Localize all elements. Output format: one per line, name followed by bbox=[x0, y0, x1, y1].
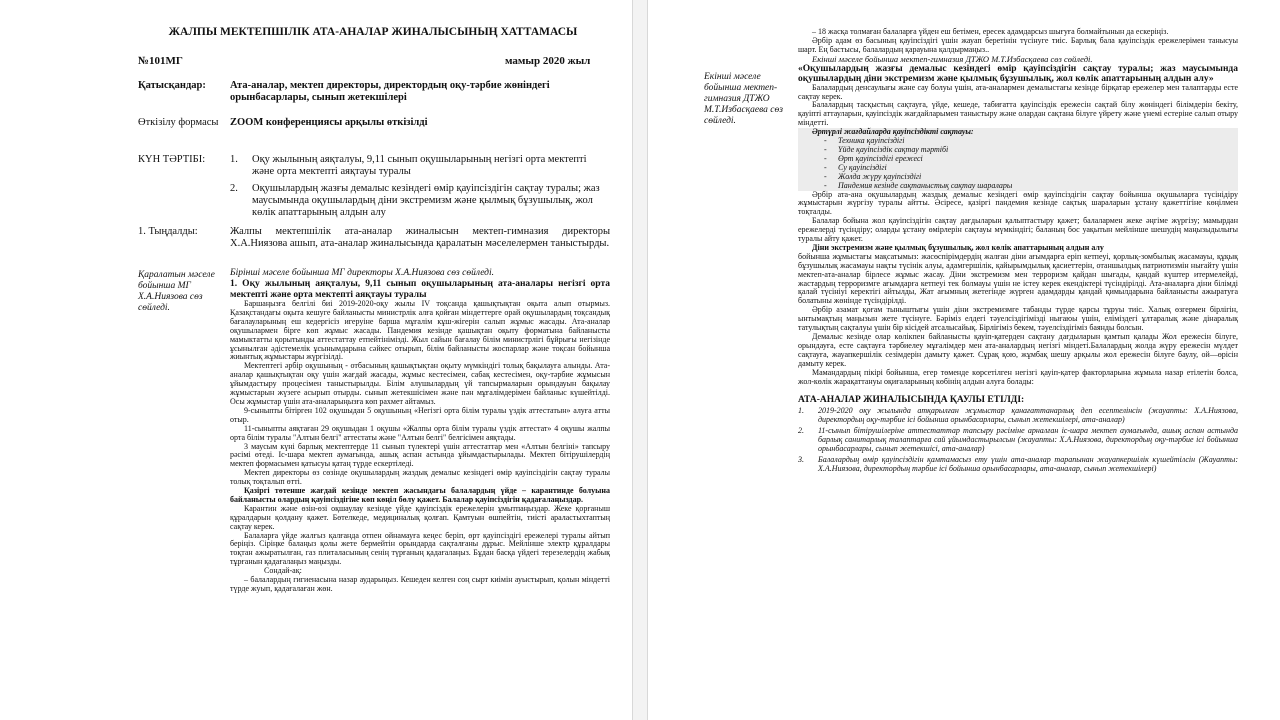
decision-text: 11-сынып бітірушілеріне аттестаттар тапсыру рәсіміне арналған іс-шара мектеп аумағында, ашық аспан астында барлық санитарлық талаптарға сай ұйымдастырылсын (жауапты: Х.А.Ниязова, директордың оқу-тәрбие ісі бойынша орынбасарлары, сынып жетекшісі, ата-аналар) bbox=[818, 426, 1238, 453]
paragraph: Демалыс кезінде олар көлікпен байланысты қауіп-қатерден сақтану дағдыларын қамтып қалады Жол ережесін білуге, орындауға, есте сақтауға тәрбиелеу мұғалімдер мен ата-аналардың негізгі міндеті.Балалардың жолда жүру ережесін мүлдет сақтауға, жауапкершілік сезімдерін дамыту қажет. Сұрақ қою, жұмбақ шешу арқылы жол ережесін білуге баулу, ой—өрісін дамыту керек. bbox=[798, 332, 1238, 368]
paragraph-bold: Діни экстремизм және қылмық бұзушылық, жол көлік апаттарының алдын алу bbox=[812, 242, 1104, 252]
paragraph: Балалардың денсаулығы және сау болуы үшін, ата-аналармен демалыстағы кезінде бірқатар ережелер мен талаптарды есте сақтау керек. bbox=[798, 82, 1238, 101]
decision-number: 2. bbox=[798, 426, 804, 436]
document-number: №101МГ bbox=[138, 55, 183, 67]
document-page-left bbox=[0, 0, 632, 720]
decision-number: 1. bbox=[798, 406, 804, 416]
paragraph: Әрбір ата-ана оқушылардың жаздық демалыс кезіндегі өмір қауіпсіздігін сақтау бойынша оқушыларға түсінідіру жұмыстарын жүргізу туралы айтты. Әсіресе, қазіргі пандемия кезінде сақтық шараларын ұстану қажеттігіне көңілмен тоқталды. bbox=[798, 189, 1238, 217]
agenda-list bbox=[230, 154, 610, 224]
agenda-item bbox=[230, 183, 610, 219]
list-item: - Жолда жүру қауіпсіздігі bbox=[838, 173, 1238, 182]
document-page-right bbox=[648, 0, 1280, 720]
paragraph: Мамандардың пікірі бойынша, егер төменде көрсетілген негізгі қауіп-қатер факторларына жұмыла назар етілетін болса, жол-көлік жарақаттануы оқиғаларының көбінің алдын алуға болады: bbox=[798, 367, 1238, 386]
agenda-label: КҮН ТӘРТІБІ: bbox=[138, 154, 206, 165]
list-item: - Су қауіпсіздігі bbox=[838, 164, 1238, 173]
safety-list bbox=[798, 137, 1238, 190]
decision-text: Балалардың өмір қауіпсіздігін қамтамасыз ету үшін ата-аналар тарапынан жауапкершілік күшейтілсін (Жауапты: Х.А.Ниязова, директордың тәрбие ісі бойынша орынбасарлары, ата-аналар, сынып жетекшілері) bbox=[818, 454, 1238, 473]
paragraph: Сондай-ақ: bbox=[264, 566, 302, 576]
paragraph: Баршаңызға белгілі биі 2019-2020-оқу жылы IV тоқсанда қашықтықтан оқыта алып отырмыз. Қазақстандағы оқыта кешуге байланысты министрлік алға қойған міндеттерге орай оқушылардың тоқсандық бағалауларының еш кедергісіз игеруіне барша мұғалім кұш-жігерін салып жұмыс жасады. Ата-аналар оқушылармен бірге көп жұмыс жасады. Пандемия кезінде қашықтан оқыту форматына байланысты мамыктатты қорытынды аттестаттау етпейтінімізді. Жыл сайын бағалау білім министрлігі бұйрығы негізінде ұсынылған әдістемелік ұсынымдарына сәйкес отырып, білім байланысты жоспарлар және тоқсан бойынша жиынтық жұмыстары жүргізілді. bbox=[230, 299, 610, 362]
side-note-second-speaker: Екінші мәселе бойынша мектеп-гимназия ДТЖО М.Т.Избасқаева сөз сөйледі. bbox=[704, 72, 783, 126]
safety-list-title: Әртүрлі жағдайларда қауіпсіздікті сақтауы: bbox=[812, 127, 974, 137]
decisions-title: АТА-АНАЛАР ЖИНАЛЫСЫНДА ҚАУЛЫ ЕТІЛДІ: bbox=[798, 395, 1025, 406]
participants-value: Ата-аналар, мектеп директоры, директордың оқу-тәрбие жөніндегі орынбасарлары, сынып жетекшілері bbox=[230, 80, 550, 103]
section1-heading: 1. Оқу жылының аяқталуы, 9,11 сынып оқушыларының ата-аналары негізгі орта мектепті және орта мектепті аяқтауы туралы bbox=[230, 279, 610, 300]
paragraph: Балалардың тасқыстың сақтауға, үйде, кешеде, табиғатта қауіпсіздік ережесін сақтай білу жөніндегі білімдерін бекіту, қауіпті аттауларын, қауіпсіздік жағдайларымен таныстыру және олардан сақтана білуге үйрету және үнемі естеріне салып отыру міндетті. bbox=[798, 100, 1238, 128]
format-value: ZOOM конференциясы арқылы өткізілді bbox=[230, 117, 428, 128]
agenda-item-text: Оқу жылының аяқталуы, 9,11 сынып оқушыларының негізгі орта мектепті және орта мектепті аяқтауы туралы bbox=[252, 154, 587, 177]
document-title: ЖАЛПЫ МЕКТЕПШІЛІК АТА-АНАЛАР ЖИНАЛЫСЫНЫҢ ХАТТАМАСЫ bbox=[168, 26, 578, 38]
paragraph: – балалардың гигиенасына назар аударыңыз. Кешеден келген соң сырт киімін ауыстырып, қолын міндетті түрде жуып, қадағалаған жөн. bbox=[230, 575, 610, 593]
section1-intro: Бірінші мәселе бойынша МГ директоры Х.А.Ниязова сөз сөйледі. bbox=[230, 268, 494, 278]
agenda-item-number: 1. bbox=[230, 154, 238, 165]
paragraph: Әрбір адам өз басының қауіпсіздігі үшін жауап беретінін түсінуге тиіс. Барлық бала қауіпсіздік ережелерімен танысуы шарт. Ең бастысы, балалардың қарауына қалдырмаңыз.. bbox=[798, 35, 1238, 54]
participants-label: Қатысқандар: bbox=[138, 80, 206, 91]
paragraph: – 18 жасқа толмаған балаларға үйден еш бетімен, ересек адамдарсыз шығуға болмайтынын да ескеріңіз. bbox=[812, 27, 1169, 36]
paragraph-bold: Қазіргі төтенше жағдай кезінде мектеп жасындағы балалардың үйде – карантинде болуына байланысты олардың қауіпсіздігіне көп көңіл бөлу қажет. Балалар қауіпсіздігін қадағалаңыздар. bbox=[230, 486, 610, 504]
document-date: мамыр 2020 жыл bbox=[505, 55, 591, 67]
paragraph: 9-сыныпты бітірген 102 оқушыдан 5 оқушының «Негізгі орта білім туралы үздік аттестатын» алуға атты отыр. bbox=[230, 405, 610, 424]
heard-label: 1. Тыңдалды: bbox=[138, 226, 198, 237]
format-label: Өткізілу формасы bbox=[138, 117, 219, 128]
paragraph: Әрбір азамат қоғам тыныштығы үшін діни экстремизмге табанды түрде қарсы тұруы тиіс. Халық өзгермен бірлігін, ынтымақтың маңызын жете түсінуге. Бәріміз елдегі тәуелсіздігімізді нығаюы үшін, еліміздегі ұлтаралық және дінаралық татулықтың сақталуы үшін бір кісідей атсалысайық. Бірлігіміз бекем, тәуелсіздігіміз баянды болсын. bbox=[798, 305, 1238, 333]
section2-heading: «Оқушылардың жазғы демалыс кезіндегі өмір қауіпсіздігін сақтау туралы; жаз маусымында оқушылардың діни экстремизм және қылмық бұзушылық, жол көлік апаттарының алдын алу» bbox=[798, 63, 1238, 84]
decision-item bbox=[798, 427, 1238, 454]
list-item: - Өрт қауіпсіздігі ережесі bbox=[838, 155, 1238, 164]
list-item: - Үйде қауіпсіздік сақтау тәртібі bbox=[838, 146, 1238, 155]
agenda-item bbox=[230, 154, 610, 178]
section2-body bbox=[798, 28, 1238, 476]
paragraph: Балаларға үйде жалғыз қалғанда отпен ойнамауға кеңес беріп, өрт қауіпсіздігі ережелері туралы айтып беріңіз. Сіріңке балаңыз қолы жете бермейтін орындарда сақталғаны дұрыс. Мейлінше электр құралдары тоқтан ажыратылған, газ плиталасының сенің түрғаның қадағалаңыз. Бұдан басқа үйдегі терезелердің жабық тұрғанын қадағалаңыз маңызды. bbox=[230, 530, 610, 567]
agenda-item-text: Оқушылардың жазғы демалыс кезіндегі өмір қауіпсіздігін сақтау туралы; жаз маусымында оқушылардың діни экстремизм және қылмық бұзушылық, жол көлік апаттарының алдын алу bbox=[252, 183, 600, 218]
decision-item bbox=[798, 456, 1238, 474]
paragraph: 11-сыныпты аяқтаған 29 оқушыдан 1 оқушы «Жалпы орта білім туралы үздік аттестат» 4 оқушы жалпы орта білім туралы "Алтын белгі" аттестаты және "Алтын белгі" белгісімен аяқтады. bbox=[230, 423, 610, 442]
paragraph: Балалар бойына жол қауіпсіздігін сақтау дағдыларын қалыптастыру қажет; балалармен жеке әңгіме жүргізу; мамырдан ережелерді түсіндіру; оларды ұстану өмірлерін сақтауы мүмкіндігі; баланың бос уақытын мейлінше шешудің маңызыдылығы туралы айту қажет. bbox=[798, 216, 1238, 244]
agenda-item-number: 2. bbox=[230, 183, 238, 194]
list-item: - Пандемия кезінде сақтаныстық сақтау шаралары bbox=[838, 182, 1238, 191]
paragraph: Карантин және өзін-өзі оқшаулау кезінде үйде қауіпсіздік ережелерін ұмытпаңыздар. Жеке қорғаныш құралдарын қолдану қажет. Бөтелкеде, медициналық қолғап. Қамтуын өшпейтін, тиісті араластыхтаптың сақтау керек. bbox=[230, 503, 610, 531]
page-gutter bbox=[632, 0, 648, 720]
decision-number: 3. bbox=[798, 454, 804, 464]
heard-value: Жалпы мектепшілік ата-аналар жиналысын мектеп-гимназия директоры Х.А.Ниязова ашып, ата-аналар жиналысында қаралатын мәселелермен таныстырды. bbox=[230, 226, 610, 249]
decisions-list bbox=[798, 407, 1238, 473]
list-item: - Техника қауіпсіздігі bbox=[838, 137, 1238, 146]
section2-intro: Екінші мәселе бойынша мектеп-гимназия ДТЖО М.Т.Избасқаева сөз сөйледі. bbox=[812, 53, 1093, 64]
paragraph: бойынша жұмыстағы мақсатымыз: жасөспірімдердің жалған діни ағымдарға еріп кетпеуі, қорлық-зомбылық жасамауы, құқық бұзушылық жасамауы нақты түсінік алуы, адамгершілік, қайырымдылық қасиеттерін, отаншылдық патриотизмін нығайту үшін мектеп-ата-аналар бірлесе жұмыс жасау. Діни экстремизм мен терроризм қайдан шығады, қандай күштер итермелейді, жастардың терроризмге ағымдарға кетпеуі тек болмауы үшін не істеу керек екендіктері түсіндірілді. Ата-аналарға діни білімді қалай түсініуі керектігі айтылды, Жат ағымның жетегінде жүрген адамдарды қандай қимылдарына байланысты ажыратуға болатыны жөнінде түсіндірілді. bbox=[798, 251, 1238, 306]
paragraph: Мектептегі әрбір оқушының - отбасының қашықтықтан оқыту мүмкіндігі толық бақылауға алынды. Ата-аналар қашықтықтан оқу үшін жағдай жасады, жұмыс кестесімен, сабақ кестесімен, оқу-тәрбие жұмысын ұйымдастыру процесімен таныстырылды. Білім алушылардың үй тапсырмаларын орындауын бақылау жұмыстарын жүзеге асырып отырды. сынып жетекшісімен және пән мұғалімдерімен байланыс күшейтілді. Осы жұмыстар үшін ата-аналарыңызға көп рахмет айтамыз. bbox=[230, 361, 610, 406]
side-note-speaker: Қаралатын мәселе бойынша МГ Х.А.Ниязова сөз сөйледі. bbox=[138, 270, 215, 313]
section1-body bbox=[230, 268, 610, 594]
safety-list-block bbox=[798, 128, 1238, 190]
paragraph: Мектеп директоры өз сөзінде оқушылардың жаздық демалыс кезіндегі өмір қауіпсіздігін сақтау туралы толық тоқталып өтті. bbox=[230, 468, 610, 487]
paragraph: 3 маусым күні барлық мектептерде 11 сынып түлектері үшін аттестаттар мен «Алтын белгіні» тапсыру рәсімі өтеді. Іс-шара мектеп аумағында, ашық аспан астында ұйымдастырылады. Мектеп бітірушілердің мектеп формасымен қатысуы қатаң түрде ескертіледі. bbox=[230, 441, 610, 469]
decision-text: 2019-2020 оқу жылында атқарылған жұмыстар қанағаттанарлық деп есептелінсін (жауапты: Х.А.Ниязова, директордың оқу-тәрбие ісі бойынша орынбасарлары, сынып жетекшілері, ата-аналар) bbox=[818, 406, 1238, 425]
decision-item bbox=[798, 407, 1238, 425]
